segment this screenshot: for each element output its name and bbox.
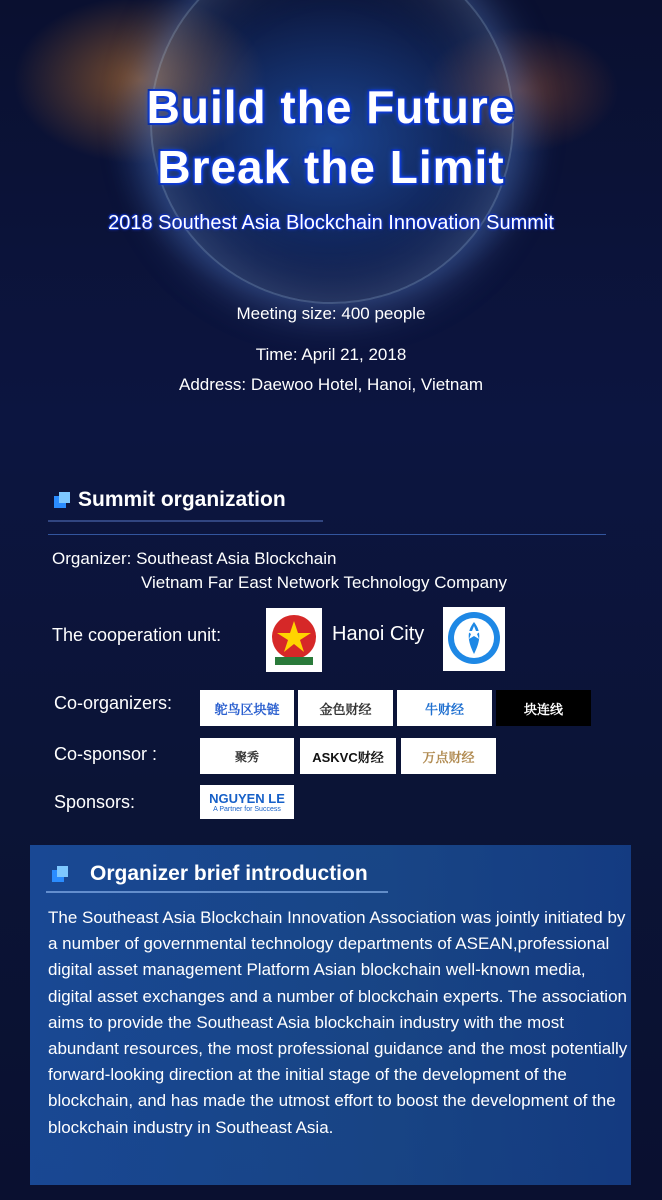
hero-title-line-1: Build the Future (146, 81, 516, 133)
sponsor-logo-tagline: A Partner for Success (213, 806, 281, 813)
coorganizer-logo: 金色财经 (298, 690, 393, 726)
cosponsor-logo: 聚秀 (200, 738, 294, 774)
square-bullet-icon (54, 492, 70, 508)
organizer-intro-heading (52, 862, 368, 886)
student-association-emblem-icon (443, 607, 505, 671)
coorganizers-label: Co-organizers: (54, 693, 173, 713)
sponsor-logo (200, 785, 294, 819)
meeting-size: Meeting size: 400 people (236, 304, 426, 323)
meeting-time: Time: April 21, 2018 (255, 345, 407, 364)
sponsors-label: Sponsors: (54, 792, 136, 812)
cosponsor-logo: ASKVC财经 (300, 738, 396, 774)
coorganizer-logo: 鸵鸟区块链 (200, 690, 294, 726)
divider (48, 534, 606, 535)
cooperation-city: Hanoi City (332, 623, 425, 645)
coorganizer-logo: 块连线 (496, 690, 591, 726)
sponsor-logo-name: NGUYEN LE (209, 791, 285, 806)
meeting-address: Address: Daewoo Hotel, Hanoi, Vietnam (179, 375, 483, 394)
hero-subtitle: 2018 Southest Asia Blockchain Innovation Summit (108, 212, 554, 234)
cooperation-label: The cooperation unit: (52, 625, 222, 645)
cosponsor-logo: 万点财经 (401, 738, 496, 774)
organizer-line-1: Organizer: Southeast Asia Blockchain (52, 549, 337, 568)
youth-union-emblem-icon (266, 608, 322, 672)
cosponsor-label: Co-sponsor : (54, 744, 158, 764)
organizer-line-2: Vietnam Far East Network Technology Company (141, 573, 507, 592)
section-title: Summit organization (78, 488, 286, 511)
coorganizer-logo: 牛财经 (397, 690, 492, 726)
square-bullet-icon (52, 866, 68, 882)
intro-body: The Southeast Asia Blockchain Innovation Association was jointly initiated by a number of governmental technology departments of ASEAN,professional digital asset management Platform Asian blockchain well-known media, digital asset exchanges and a number of blockchain experts. The association aims to provide the Southeast Asia blockchain industry with the most abundant resources, the most professional guidance and the most potentially forward-looking direction at the initial stage of the development of the blockchain, and has made the utmost effort to boost the development of the blockchain industry in Southeast Asia. (48, 908, 628, 1137)
hero-title-line-2: Break the Limit (157, 141, 505, 193)
section-title: Organizer brief introduction (90, 862, 368, 885)
summit-organization-heading (54, 488, 286, 512)
